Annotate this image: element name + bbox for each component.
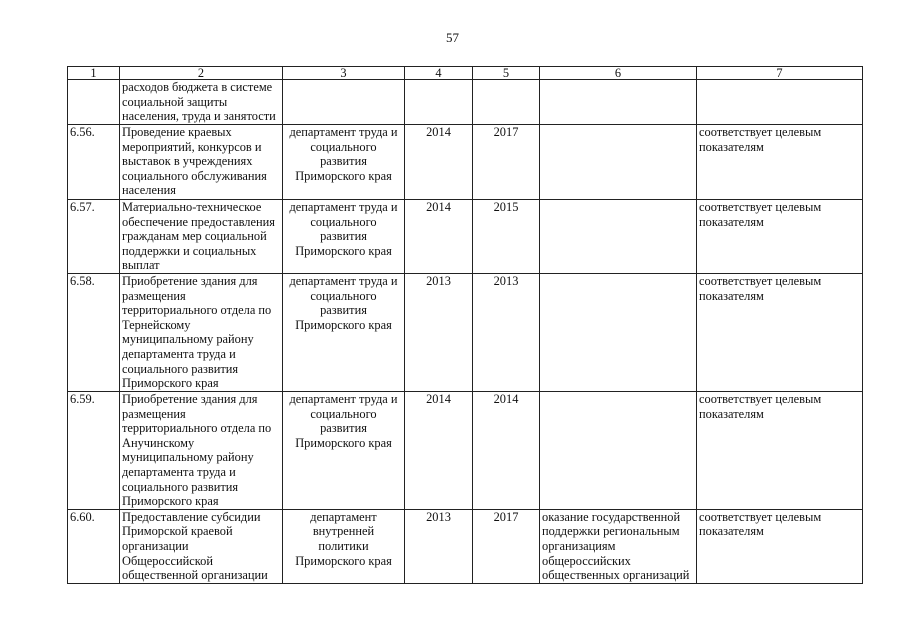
- cell-text-line: Материально-техническое: [122, 200, 262, 214]
- row-number-cell: 6.57.: [68, 200, 120, 274]
- cell-text-line: соответствует целевым: [699, 391, 822, 406]
- cell-text-line: соответствует целевым: [699, 509, 822, 524]
- end-year-cell: 2014: [473, 391, 540, 509]
- status-cell: [697, 200, 863, 274]
- cell-text-line: выплат: [122, 258, 160, 273]
- page-number: 57: [446, 30, 459, 45]
- cell-text-line: организации: [122, 538, 189, 553]
- expected-result-cell: [540, 391, 697, 509]
- cell-text-line: показателям: [699, 214, 764, 229]
- cell-text-line: муниципальному району: [122, 450, 254, 465]
- cell-text-line: Приморского края: [122, 494, 219, 509]
- row-number-cell: 6.59.: [68, 391, 120, 509]
- activity-name-cell: [120, 391, 283, 509]
- status-cell: [697, 80, 863, 125]
- column-number-cell: 5: [473, 67, 540, 80]
- column-number-row: [68, 67, 863, 80]
- cell-text-line: Проведение краевых: [122, 125, 232, 139]
- activity-name-cell: [120, 125, 283, 200]
- cell-text-line: социального: [310, 139, 377, 154]
- cell-text-line: Приморского края: [295, 435, 392, 450]
- activity-name-cell: [120, 80, 283, 125]
- cell-text-line: поддержки региональным: [542, 524, 680, 539]
- table-row: [68, 391, 863, 509]
- cell-text-line: гражданам мер социальной: [122, 229, 267, 244]
- expected-result-cell: [540, 125, 697, 200]
- cell-text-line: социального развития: [122, 361, 239, 376]
- table-row: [68, 509, 863, 583]
- start-year-cell: 2014: [405, 200, 473, 274]
- cell-text-line: развития: [320, 154, 367, 169]
- cell-text-line: соответствует целевым: [699, 125, 822, 139]
- cell-text-line: департамента труда и: [122, 464, 236, 479]
- status-cell: [697, 125, 863, 200]
- column-number-cell: 4: [405, 67, 473, 80]
- cell-text-line: Приморского края: [122, 376, 219, 391]
- cell-text-line: территориального отдела по: [122, 303, 272, 318]
- cell-text-line: Приморского края: [295, 243, 392, 258]
- executor-cell: [283, 273, 405, 391]
- column-number-cell: 2: [120, 67, 283, 80]
- end-year-cell: [473, 80, 540, 125]
- table-row: [68, 273, 863, 391]
- cell-text-line: территориального отдела по: [122, 421, 272, 436]
- cell-text-line: политики: [318, 538, 369, 553]
- activity-name-cell: [120, 200, 283, 274]
- cell-text-line: поддержки и социальных: [122, 243, 257, 258]
- cell-text-line: департамент: [310, 509, 377, 524]
- cell-text-line: социального развития: [122, 479, 239, 494]
- cell-text-line: социального: [310, 406, 377, 421]
- executor-cell: [283, 80, 405, 125]
- activity-name-cell: [120, 273, 283, 391]
- executor-cell: [283, 391, 405, 509]
- cell-text-line: Приморского края: [295, 168, 392, 183]
- cell-text-line: мероприятий, конкурсов и: [122, 139, 262, 154]
- cell-text-line: Приобретение здания для: [122, 391, 258, 406]
- start-year-cell: 2013: [405, 273, 473, 391]
- activity-name-cell: [120, 509, 283, 583]
- column-number-cell: 1: [68, 67, 120, 80]
- executor-cell: [283, 509, 405, 583]
- executor-cell: [283, 200, 405, 274]
- cell-text-line: социального обслуживания: [122, 168, 267, 183]
- cell-text-line: развития: [320, 303, 367, 318]
- continuation-row: [68, 80, 863, 125]
- cell-text-line: показателям: [699, 288, 764, 303]
- cell-text-line: Приобретение здания для: [122, 273, 258, 288]
- cell-text-line: расходов бюджета в системе: [122, 80, 273, 94]
- end-year-cell: 2013: [473, 273, 540, 391]
- expected-result-cell: [540, 80, 697, 125]
- column-number-cell: 7: [697, 67, 863, 80]
- expected-result-cell: [540, 273, 697, 391]
- column-number-cell: 6: [540, 67, 697, 80]
- cell-text-line: внутренней: [312, 524, 375, 539]
- cell-text-line: Тернейскому: [122, 317, 191, 332]
- start-year-cell: 2014: [405, 125, 473, 200]
- cell-text-line: показателям: [699, 139, 764, 154]
- cell-text-line: департамент труда и: [289, 273, 398, 288]
- column-number-cell: 3: [283, 67, 405, 80]
- row-number-cell: 6.58.: [68, 273, 120, 391]
- cell-text-line: социального: [310, 214, 377, 229]
- start-year-cell: 2013: [405, 509, 473, 583]
- program-activities-table: [67, 66, 863, 584]
- cell-text-line: обеспечение предоставления: [122, 214, 275, 229]
- cell-text-line: социального: [310, 288, 377, 303]
- end-year-cell: 2015: [473, 200, 540, 274]
- cell-text-line: оказание государственной: [542, 509, 681, 524]
- table-row: [68, 125, 863, 200]
- cell-text-line: департамент труда и: [289, 200, 398, 214]
- cell-text-line: размещения: [122, 288, 186, 303]
- status-cell: [697, 273, 863, 391]
- cell-text-line: Анучинскому: [122, 435, 195, 450]
- row-number-cell: [68, 80, 120, 125]
- end-year-cell: 2017: [473, 125, 540, 200]
- status-cell: [697, 391, 863, 509]
- cell-text-line: департамент труда и: [289, 391, 398, 406]
- executor-cell: [283, 125, 405, 200]
- cell-text-line: департамент труда и: [289, 125, 398, 139]
- start-year-cell: 2014: [405, 391, 473, 509]
- cell-text-line: общественной организации: [122, 568, 268, 583]
- cell-text-line: муниципальному району: [122, 332, 254, 347]
- cell-text-line: показателям: [699, 406, 764, 421]
- cell-text-line: Предоставление субсидии: [122, 509, 261, 524]
- cell-text-line: населения, труда и занятости: [122, 109, 276, 124]
- cell-text-line: соответствует целевым: [699, 273, 822, 288]
- cell-text-line: соответствует целевым: [699, 200, 822, 214]
- cell-text-line: Приморского края: [295, 317, 392, 332]
- cell-text-line: выставок в учреждениях: [122, 154, 253, 169]
- end-year-cell: 2017: [473, 509, 540, 583]
- cell-text-line: Общероссийской: [122, 553, 213, 568]
- expected-result-cell: [540, 200, 697, 274]
- cell-text-line: размещения: [122, 406, 186, 421]
- start-year-cell: [405, 80, 473, 125]
- cell-text-line: развития: [320, 229, 367, 244]
- cell-text-line: показателям: [699, 524, 764, 539]
- table-row: [68, 200, 863, 274]
- cell-text-line: общероссийских: [542, 553, 631, 568]
- status-cell: [697, 509, 863, 583]
- cell-text-line: организациям: [542, 538, 616, 553]
- cell-text-line: общественных организаций: [542, 568, 690, 583]
- cell-text-line: социальной защиты: [122, 94, 228, 109]
- cell-text-line: Приморского края: [295, 553, 392, 568]
- cell-text-line: развития: [320, 421, 367, 436]
- cell-text-line: населения: [122, 183, 176, 198]
- row-number-cell: 6.56.: [68, 125, 120, 200]
- expected-result-cell: [540, 509, 697, 583]
- cell-text-line: департамента труда и: [122, 346, 236, 361]
- cell-text-line: Приморской краевой: [122, 524, 233, 539]
- row-number-cell: 6.60.: [68, 509, 120, 583]
